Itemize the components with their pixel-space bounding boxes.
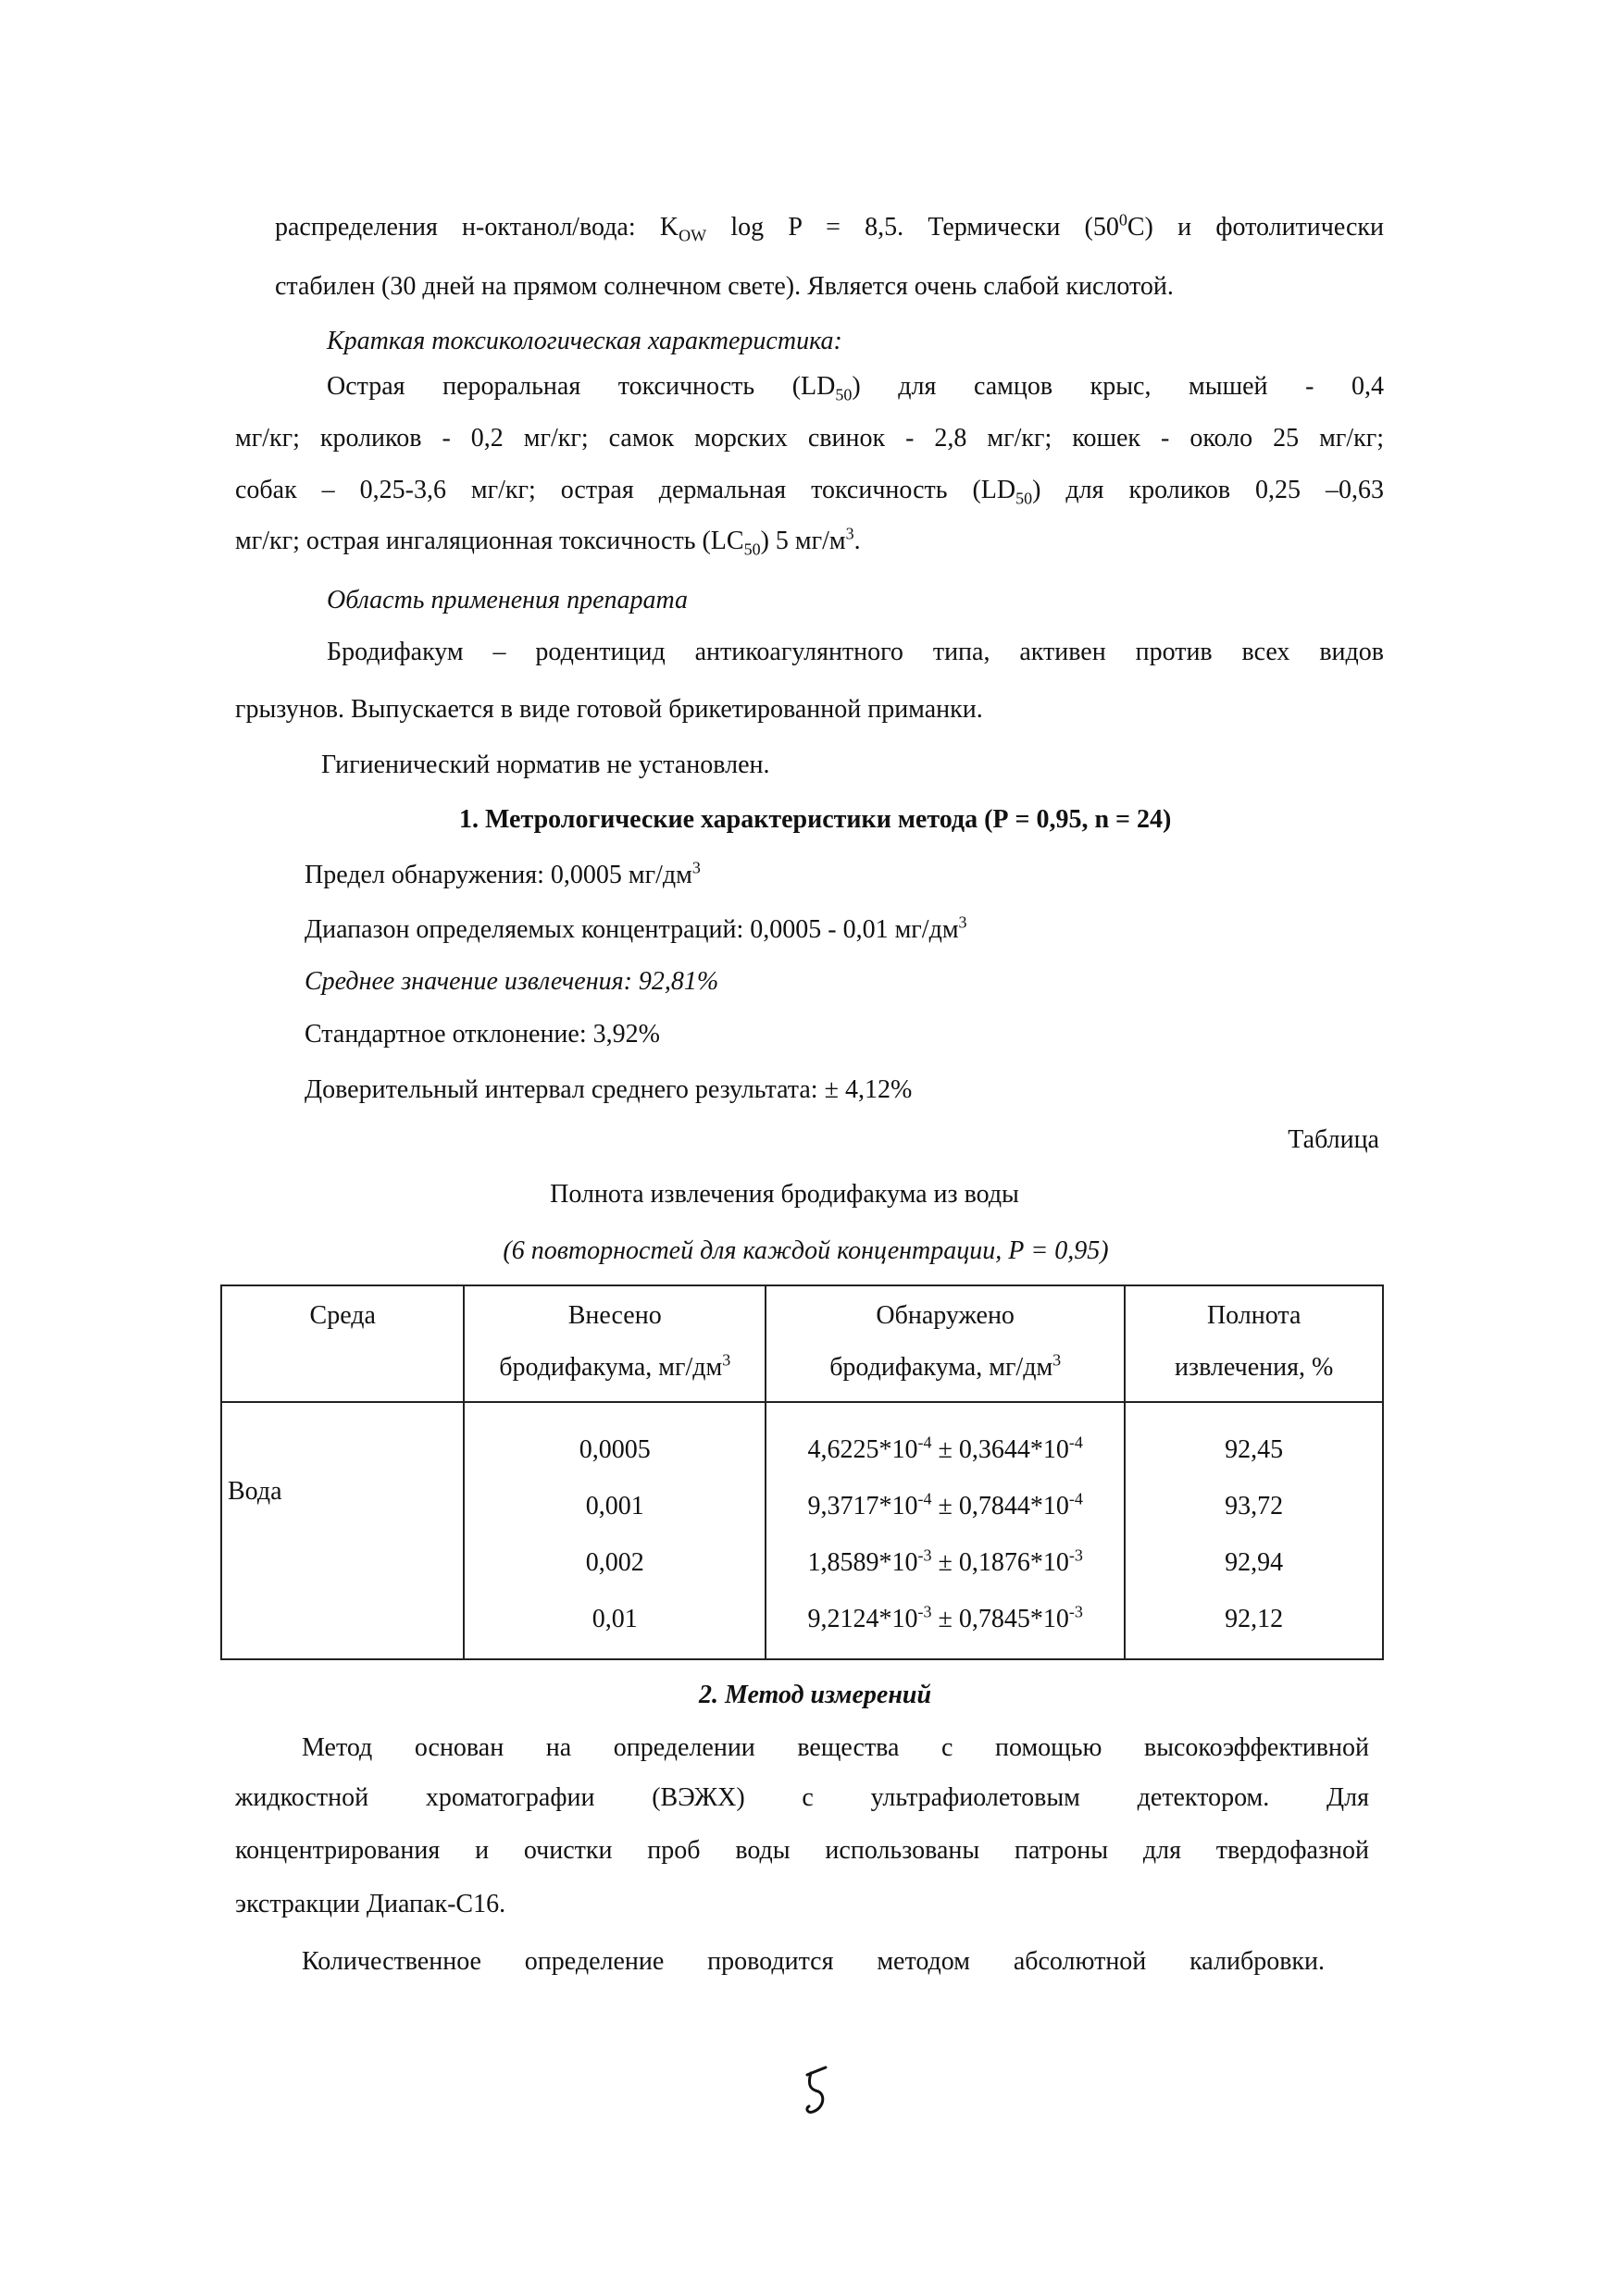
concentration-range — [305, 912, 967, 945]
text-line: грызунов. Выпускается в виде готовой брикетированной приманки. — [235, 695, 983, 724]
subscript: 50 — [1015, 489, 1033, 508]
text: Предел обнаружения: 0,0005 мг/дм — [305, 861, 692, 889]
found-cell — [766, 1402, 1125, 1659]
section-heading: Краткая токсикологическая характеристика: — [327, 327, 842, 355]
subscript: OW — [679, 226, 707, 245]
value: 0,002 — [585, 1548, 644, 1577]
superscript: 0 — [1118, 210, 1127, 230]
text-line: Гигиенический норматив не установлен. — [321, 751, 770, 779]
superscript: -3 — [1068, 1545, 1083, 1565]
value: 0,001 — [585, 1492, 644, 1520]
section-title: 1. Метрологические характеристики метода (Р = 0,95, n = 24) — [459, 805, 1172, 834]
section-heading: Область применения препарата — [327, 586, 689, 614]
table-title: Полнота извлечения бродифакума из воды — [550, 1180, 1019, 1209]
value: 92,12 — [1225, 1605, 1284, 1633]
confidence-interval: Доверительный интервал среднего результата: ± 4,12% — [305, 1075, 913, 1104]
superscript: 3 — [845, 524, 854, 543]
text: 1,8589*10 — [807, 1548, 918, 1577]
text: log P = 8,5. Термически (50 — [706, 213, 1119, 242]
text: ± 0,1876*10 — [931, 1548, 1069, 1577]
text: бродифакума, мг/дм — [829, 1353, 1053, 1382]
subscript: 50 — [835, 385, 853, 404]
text-line — [235, 524, 861, 559]
superscript: -3 — [1068, 1602, 1083, 1621]
value — [767, 1478, 1123, 1534]
text-line: Бродифакум – родентицид антикоагулянтного типа, активен против всех видов — [327, 638, 1384, 666]
text: ± 0,7844*10 — [931, 1492, 1069, 1520]
superscript: 3 — [691, 858, 701, 877]
text: ) 5 мг/м — [760, 527, 846, 555]
text: собак – 0,25-3,6 мг/кг; острая дермальная токсичность (LD — [235, 476, 1016, 504]
superscript: -4 — [1068, 1489, 1083, 1508]
header-found — [766, 1285, 1125, 1402]
table-label: Таблица — [1288, 1125, 1379, 1154]
header-added — [464, 1285, 766, 1402]
text: C) и фотолитически — [1127, 213, 1384, 242]
recovery-table — [220, 1285, 1384, 1660]
text-line: жидкостной хроматографии (ВЭЖХ) с ультрафиолетовым детектором. Для — [235, 1783, 1369, 1812]
text: 4,6225*10 — [807, 1435, 918, 1464]
text: 9,3717*10 — [807, 1492, 918, 1520]
environment-cell: Вода — [221, 1402, 464, 1659]
text-line: Метод основан на определении вещества с помощью высокоэффективной — [302, 1733, 1369, 1762]
detection-limit — [305, 858, 701, 890]
value: 0,0005 — [579, 1435, 651, 1464]
value: 92,45 — [1225, 1435, 1284, 1464]
text: распределения н-октанол/вода: K — [275, 213, 679, 242]
superscript: -4 — [917, 1433, 932, 1452]
text: Внесено — [567, 1301, 662, 1330]
text: ± 0,3644*10 — [931, 1435, 1069, 1464]
text-line — [235, 476, 1385, 508]
section-title: 2. Метод измерений — [699, 1681, 932, 1709]
superscript: -3 — [917, 1545, 932, 1565]
value: 0,01 — [592, 1605, 638, 1633]
mean-recovery: Среднее значение извлечения: 92,81% — [305, 967, 719, 996]
value — [767, 1534, 1123, 1591]
text: Полнота — [1206, 1301, 1301, 1330]
header-recovery — [1125, 1285, 1383, 1402]
text: ± 0,7845*10 — [931, 1605, 1069, 1633]
value — [767, 1421, 1123, 1478]
text-line: Количественное определение проводится методом абсолютной калибровки. — [302, 1947, 1325, 1976]
text: извлечения, % — [1175, 1353, 1334, 1382]
superscript: 3 — [1052, 1350, 1062, 1370]
added-cell — [464, 1402, 766, 1659]
text-line: мг/кг; кроликов - 0,2 мг/кг; самок морских свинок - 2,8 мг/кг; кошек - около 25 мг/кг; — [235, 424, 1384, 453]
value: 92,94 — [1225, 1548, 1284, 1577]
text: Диапазон определяемых концентраций: 0,0005 - 0,01 мг/дм — [305, 915, 959, 944]
text: бродифакума, мг/дм — [499, 1353, 723, 1382]
text: ) для кроликов 0,25 –0,63 — [1032, 476, 1385, 504]
value — [767, 1591, 1123, 1647]
superscript: 3 — [722, 1350, 731, 1370]
text: Острая пероральная токсичность (LD — [327, 372, 836, 401]
text: Обнаружено — [876, 1301, 1015, 1330]
text: мг/кг; острая ингаляционная токсичность (LC — [235, 527, 744, 555]
header-environment — [221, 1285, 464, 1402]
standard-deviation: Стандартное отклонение: 3,92% — [305, 1020, 660, 1049]
table-row — [221, 1402, 1383, 1659]
text: ) для самцов крыс, мышей - 0,4 — [852, 372, 1385, 401]
table-header-row — [221, 1285, 1383, 1402]
text-line: стабилен (30 дней на прямом солнечном свете). Является очень слабой кислотой. — [275, 272, 1174, 301]
text-line — [327, 372, 1384, 402]
recovery-cell — [1125, 1402, 1383, 1659]
text: . — [853, 527, 861, 555]
table-subtitle: (6 повторностей для каждой концентрации, Р = 0,95) — [503, 1236, 1109, 1265]
handwritten-page-number — [798, 2062, 844, 2117]
text: 9,2124*10 — [807, 1605, 918, 1633]
text: Среда — [309, 1301, 376, 1330]
value: 93,72 — [1225, 1492, 1284, 1520]
text-line: концентрирования и очистки проб воды использованы патроны для твердофазной — [235, 1836, 1369, 1865]
text-line — [275, 210, 1384, 245]
text-line: экстракции Диапак-С16. — [235, 1890, 506, 1918]
superscript: -4 — [917, 1489, 932, 1508]
superscript: -4 — [1068, 1433, 1083, 1452]
subscript: 50 — [743, 540, 761, 559]
superscript: -3 — [917, 1602, 932, 1621]
superscript: 3 — [958, 912, 967, 932]
